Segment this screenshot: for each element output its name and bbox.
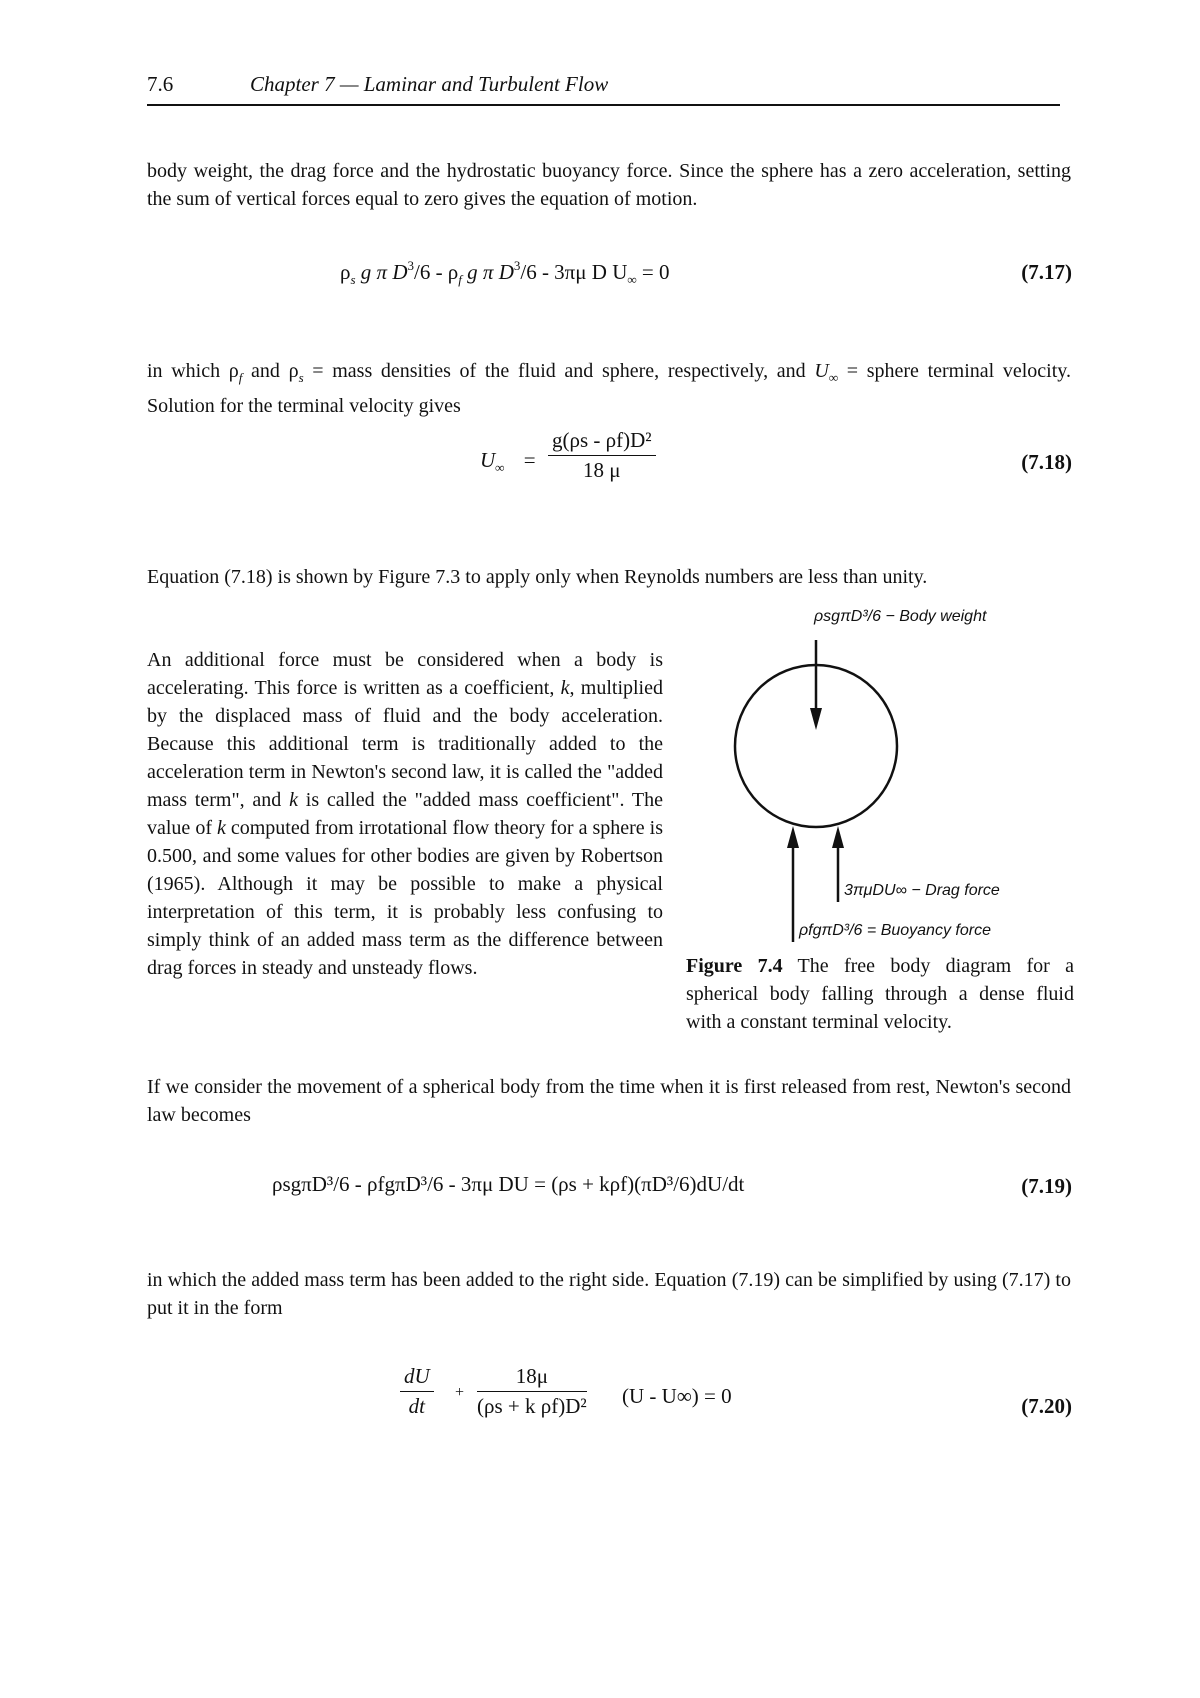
- equation-number-7-19: (7.19): [1021, 1174, 1072, 1198]
- buoyancy-force-arrowhead: [787, 826, 799, 848]
- paragraph-4: An additional force must be considered when a body is accelerating. This force is written as a coefficient, k, multiplied by the displaced mass of fluid and the body acceleration. Because this additional term is traditionally added to the acceleration term in Newton's second law, it is called the "added mass term", and k is called the "added mass coefficient". The value of k computed from irrotational flow theory for a sphere is 0.500, and some values for other bodies are given by Robertson (1965). Although it may be possible to make a physical interpretation of this term, it is probably less confusing to simply think of an added mass term as the difference between drag forces in steady and unsteady flows.: [147, 649, 663, 979]
- chapter-title: Chapter 7 — Laminar and Turbulent Flow: [250, 72, 609, 96]
- paragraph-5: If we consider the movement of a spherical body from the time when it is first released from rest, Newton's second law becomes: [147, 1076, 1071, 1126]
- equation-7-20-fraction-2: $\frac{18\mu}{\text{(ρs + k ρf)D²}}$: [477, 1364, 587, 1418]
- equation-7-18-lhs: $U_\infty$ =: [480, 448, 536, 475]
- fraction-denominator: 18 μ: [548, 455, 656, 483]
- body-weight-label: ρsgπD³/6 − Body weight: [814, 608, 987, 625]
- page-header: [147, 70, 1060, 106]
- paragraph-6: in which the added mass term has been added to the right side. Equation (7.19) can be simplified by using (7.17) to put it in the form: [147, 1269, 1071, 1319]
- equation-number-7-17: (7.17): [1021, 260, 1072, 284]
- page-number: 7.6: [147, 72, 174, 96]
- equation-7-20-fraction-1: $\frac{dU}{dt}$: [400, 1364, 434, 1419]
- paragraph-3: Equation (7.18) is shown by Figure 7.3 to apply only when Reynolds numbers are less than unity.: [147, 566, 928, 588]
- equation-7-19: ρsgπD³/6 - ρfgπD³/6 - 3πμ DU = (ρs + kρf)(πD³/6)dU/dt: [272, 1172, 745, 1196]
- drag-force-label: 3πμDU∞ − Drag force: [844, 882, 1000, 899]
- equation-7-20-plus: +: [455, 1384, 465, 1401]
- body-weight-arrowhead: [810, 708, 822, 730]
- equation-number-7-18: (7.18): [1021, 450, 1072, 474]
- drag-force-arrowhead: [832, 826, 844, 848]
- fraction-numerator: g(ρs - ρf)D²: [552, 428, 652, 452]
- equation-number-7-20: (7.20): [1021, 1394, 1072, 1418]
- figure-caption: Figure 7.4 The free body diagram for a spherical body falling through a dense fluid with a constant terminal velocity.: [686, 955, 1075, 1033]
- equation-7-18-fraction: [548, 428, 656, 483]
- buoyancy-force-label: ρfgπD³/6 = Buoyancy force: [799, 922, 991, 939]
- paragraph-1: body weight, the drag force and the hydrostatic buoyancy force. Since the sphere has a zero acceleration, setting the sum of vertical forces equal to zero gives the equation of motion.: [147, 160, 1071, 210]
- paragraph-2: in which $\rho_f$ and $\rho_s$ = mass densities of the fluid and sphere, respectively, and $U_\infty$ = sphere terminal velocity. Solution for the terminal velocity gives: [147, 360, 1071, 417]
- equation-7-17: $\rho_s$ g π $D^3/6 - \rho_f$ g π $D^3/6 - 3\pi\mu$ D $U_\infty = 0$: [340, 258, 670, 287]
- equation-7-20-tail: (U - U∞) = 0: [622, 1384, 732, 1408]
